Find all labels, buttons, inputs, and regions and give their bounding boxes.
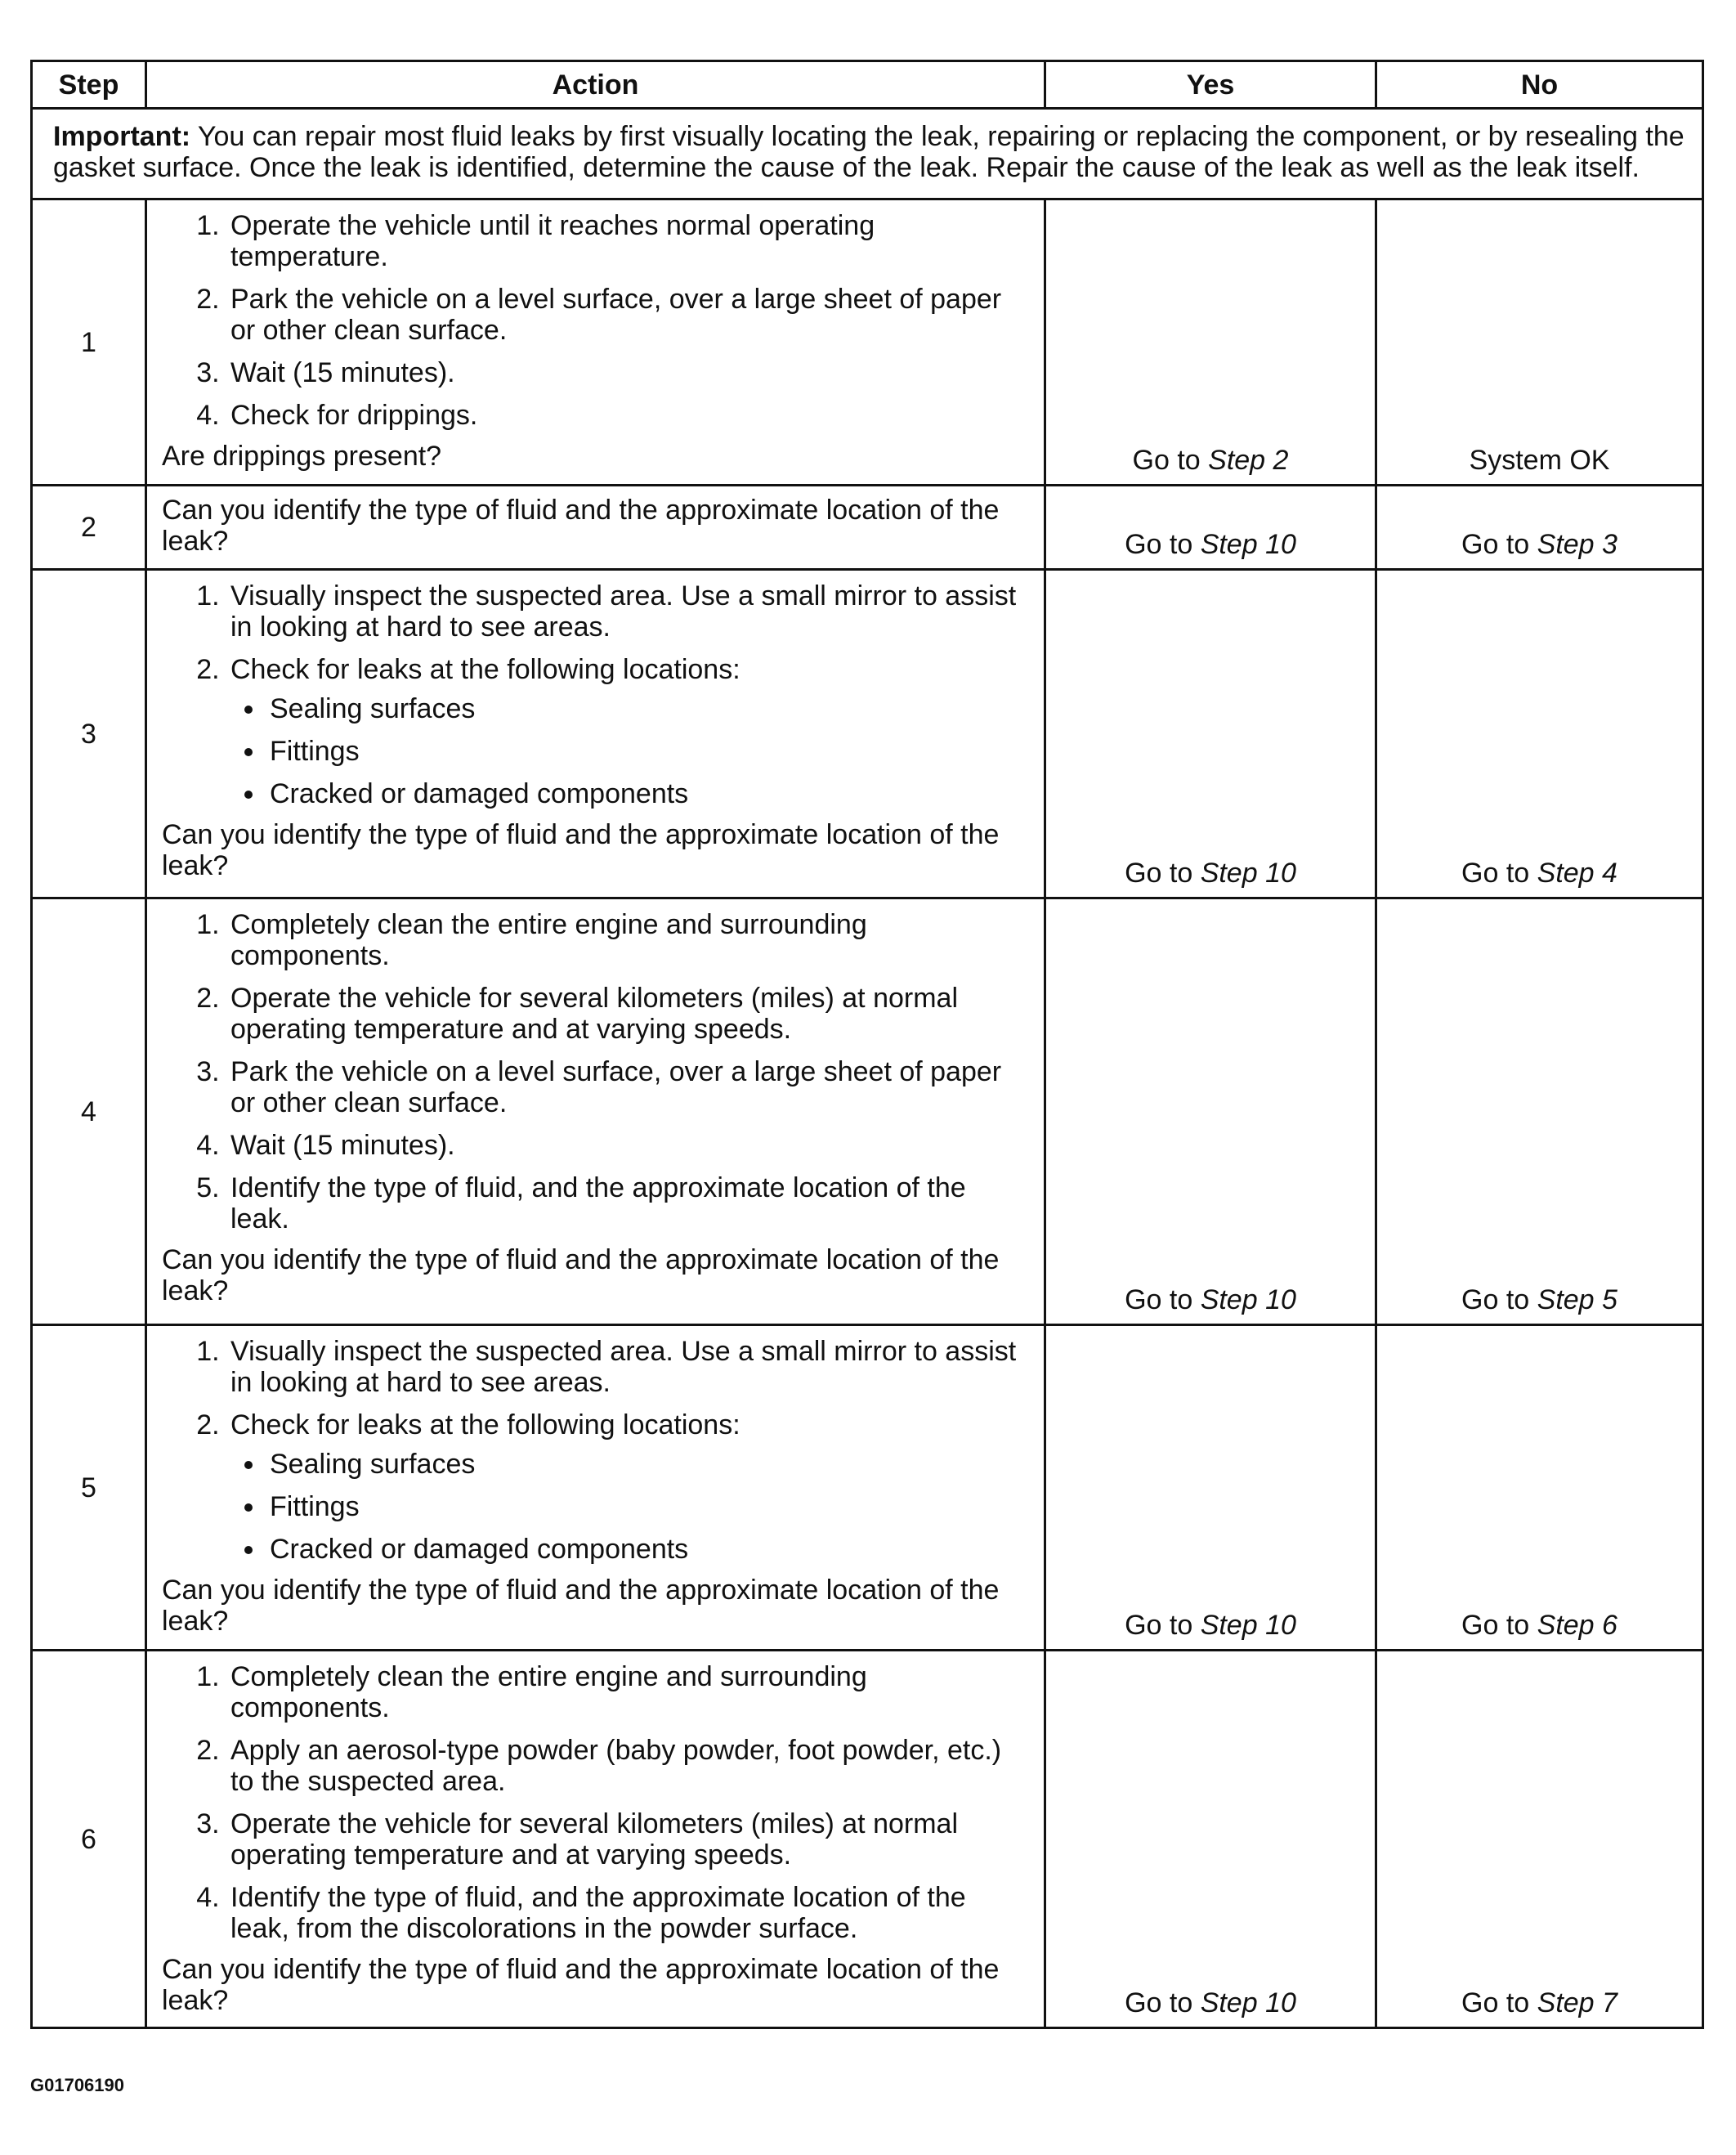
- action-text: Identify the type of fluid, and the approximate location of the leak, from the discolorations in the powder surface.: [230, 1882, 966, 1944]
- yes-result-text: Go to: [1125, 1610, 1201, 1641]
- action-item: [227, 1336, 1027, 1398]
- no-result-text: Go to: [1461, 858, 1537, 889]
- action-item: [227, 580, 1027, 643]
- yes-step-link: Step 10: [1200, 1987, 1296, 2018]
- action-text: Apply an aerosol-type powder (baby powder, foot powder, etc.) to the suspected area.: [230, 1735, 1002, 1797]
- yes-result-text: Go to: [1125, 1284, 1201, 1315]
- no-result: [1376, 1325, 1703, 1651]
- yes-result: [1045, 1325, 1376, 1651]
- no-result-text: Go to: [1461, 1610, 1537, 1641]
- table-body: [32, 109, 1703, 2028]
- table-row: [32, 199, 1703, 486]
- question-text: Can you identify the type of fluid and the approximate location of the leak?: [162, 1954, 1000, 2016]
- no-result: [1376, 898, 1703, 1325]
- no-result-text: System OK: [1469, 445, 1610, 476]
- yes-result: [1045, 570, 1376, 898]
- action-item: [227, 1130, 1027, 1161]
- figure-id: G01706190: [30, 2075, 124, 2095]
- yes-result: [1045, 1651, 1376, 2028]
- yes-step-link: Step 10: [1200, 529, 1296, 560]
- yes-result-text: Go to: [1132, 445, 1209, 476]
- action-list: [162, 210, 1027, 431]
- no-step-link: Step 6: [1537, 1610, 1617, 1641]
- question-text: Can you identify the type of fluid and the approximate location of the leak?: [162, 1244, 1000, 1306]
- action-list: [162, 909, 1027, 1234]
- step-number: 2: [32, 486, 146, 570]
- important-label: Important:: [53, 121, 191, 152]
- question-text: Can you identify the type of fluid and the approximate location of the leak?: [162, 495, 1000, 557]
- yes-result-text: Go to: [1125, 858, 1201, 889]
- question-text: Are drippings present?: [162, 441, 442, 472]
- yes-result-text: Go to: [1125, 1987, 1201, 2018]
- location-item: • Cracked or damaged components: [266, 778, 1027, 809]
- action-item: [227, 1661, 1027, 1723]
- no-result: [1376, 486, 1703, 570]
- action-item: [227, 357, 1027, 388]
- action-cell: [146, 1651, 1045, 2028]
- table-row: [32, 486, 1703, 570]
- question-text: Can you identify the type of fluid and the approximate location of the leak?: [162, 819, 1000, 881]
- action-item: [227, 1882, 1027, 1944]
- action-text: Operate the vehicle for several kilometers (miles) at normal operating temperature and at varying speeds.: [230, 983, 958, 1045]
- action-item: [227, 1056, 1027, 1118]
- no-step-link: Step 3: [1537, 529, 1617, 560]
- action-cell: [146, 898, 1045, 1325]
- question-text: Can you identify the type of fluid and the approximate location of the leak?: [162, 1575, 1000, 1637]
- header-row: [32, 61, 1703, 109]
- action-list: [162, 1336, 1027, 1565]
- location-item: • Sealing surfaces: [266, 693, 1027, 724]
- yes-result-text: Go to: [1125, 529, 1201, 560]
- no-step-link: Step 5: [1537, 1284, 1617, 1315]
- no-step-link: Step 4: [1537, 858, 1617, 889]
- important-row: [32, 109, 1703, 199]
- header-yes: Yes: [1045, 61, 1376, 109]
- no-result: [1376, 1651, 1703, 2028]
- location-item: • Fittings: [266, 736, 1027, 767]
- table-row: [32, 1325, 1703, 1651]
- action-item: [227, 909, 1027, 971]
- action-text: Operate the vehicle until it reaches normal operating temperature.: [230, 210, 875, 272]
- yes-step-link: Step 10: [1200, 858, 1296, 889]
- action-text: Visually inspect the suspected area. Use a small mirror to assist in looking at hard to see areas.: [230, 1336, 1017, 1398]
- action-text: Visually inspect the suspected area. Use a small mirror to assist in looking at hard to see areas.: [230, 580, 1017, 643]
- action-item: [227, 284, 1027, 346]
- diagnostic-table: [30, 60, 1704, 2029]
- yes-step-link: Step 10: [1200, 1610, 1296, 1641]
- yes-step-link: Step 2: [1208, 445, 1289, 476]
- header-no: No: [1376, 61, 1703, 109]
- action-item: [227, 400, 1027, 431]
- yes-result: [1045, 486, 1376, 570]
- action-cell: [146, 199, 1045, 486]
- important-note: [32, 109, 1703, 199]
- action-cell: [146, 1325, 1045, 1651]
- action-text: Park the vehicle on a level surface, over a large sheet of paper or other clean surface.: [230, 1056, 1002, 1118]
- location-list: [230, 1449, 1027, 1565]
- no-result-text: Go to: [1461, 1284, 1537, 1315]
- action-text: Operate the vehicle for several kilometers (miles) at normal operating temperature and at varying speeds.: [230, 1808, 958, 1871]
- action-item: [227, 654, 1027, 809]
- action-text: Check for drippings.: [230, 400, 478, 431]
- action-item: [227, 1409, 1027, 1565]
- action-item: [227, 983, 1027, 1045]
- action-cell: [146, 570, 1045, 898]
- yes-result: [1045, 898, 1376, 1325]
- location-item: • Cracked or damaged components: [266, 1534, 1027, 1565]
- location-item: • Fittings: [266, 1491, 1027, 1522]
- action-text: Identify the type of fluid, and the approximate location of the leak.: [230, 1172, 966, 1234]
- location-item: • Sealing surfaces: [266, 1449, 1027, 1480]
- step-number: 4: [32, 898, 146, 1325]
- no-result-text: Go to: [1461, 529, 1537, 560]
- action-text: Completely clean the entire engine and surrounding components.: [230, 1661, 867, 1723]
- no-result-text: Go to: [1461, 1987, 1537, 2018]
- table-row: [32, 1651, 1703, 2028]
- step-number: 1: [32, 199, 146, 486]
- no-result: [1376, 570, 1703, 898]
- action-text: Wait (15 minutes).: [230, 1130, 455, 1161]
- step-number: 6: [32, 1651, 146, 2028]
- action-list: [162, 1661, 1027, 1944]
- action-item: [227, 1735, 1027, 1797]
- yes-result: [1045, 199, 1376, 486]
- step-number: 5: [32, 1325, 146, 1651]
- table-row: [32, 898, 1703, 1325]
- action-item: [227, 1172, 1027, 1234]
- no-result: [1376, 199, 1703, 486]
- step-number: 3: [32, 570, 146, 898]
- header-step: Step: [32, 61, 146, 109]
- action-text: Completely clean the entire engine and surrounding components.: [230, 909, 867, 971]
- action-cell: [146, 486, 1045, 570]
- action-text: Wait (15 minutes).: [230, 357, 455, 388]
- yes-step-link: Step 10: [1200, 1284, 1296, 1315]
- action-text: Park the vehicle on a level surface, over a large sheet of paper or other clean surface.: [230, 284, 1002, 346]
- table-row: [32, 570, 1703, 898]
- action-text: Check for leaks at the following locations:: [230, 1409, 740, 1440]
- important-text: You can repair most fluid leaks by first visually locating the leak, repairing or replacing the component, or by resealing the gasket surface. Once the leak is identified, determine the cause of the leak. Repair the cause of the leak as well as the leak itself.: [53, 121, 1685, 183]
- location-list: [230, 693, 1027, 809]
- action-item: [227, 1808, 1027, 1871]
- header-action: Action: [146, 61, 1045, 109]
- no-step-link: Step 7: [1537, 1987, 1617, 2018]
- action-text: Check for leaks at the following locations:: [230, 654, 740, 685]
- action-item: [227, 210, 1027, 272]
- action-list: [162, 580, 1027, 809]
